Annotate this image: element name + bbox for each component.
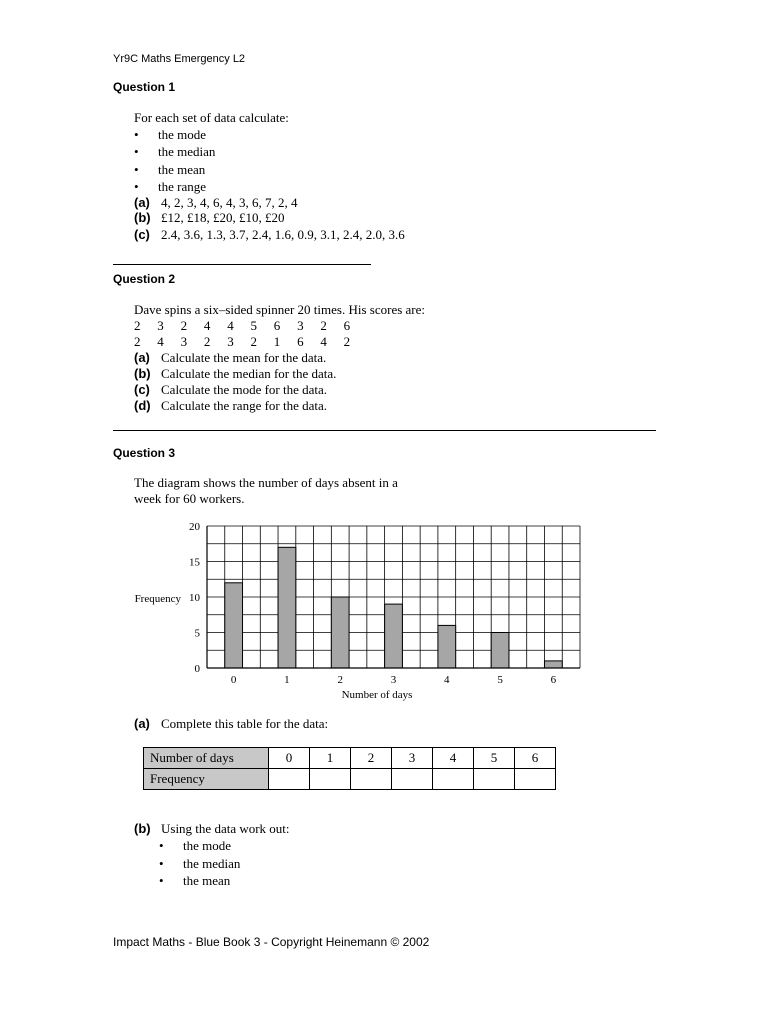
table-cell: 4 bbox=[433, 748, 474, 769]
q1-item-b: (b) £12, £18, £20, £10, £20 bbox=[134, 210, 285, 225]
x-tick-label: 0 bbox=[230, 674, 237, 686]
bar-1 bbox=[278, 547, 296, 668]
q2-item-a: (a) Calculate the mean for the data. bbox=[134, 350, 327, 365]
table-cell: 1 bbox=[310, 748, 351, 769]
q3-intro-line-1: The diagram shows the number of days absent in a bbox=[134, 475, 398, 490]
table-cell-empty bbox=[474, 769, 515, 790]
q2-item-c: (c) Calculate the mode for the data. bbox=[134, 382, 328, 397]
footer-copyright: Impact Maths - Blue Book 3 - Copyright Heinemann © 2002 bbox=[113, 935, 430, 949]
q1-bullet: • the median bbox=[134, 144, 216, 159]
table-cell-empty bbox=[351, 769, 392, 790]
q1-item-a: (a) 4, 2, 3, 4, 6, 4, 3, 6, 7, 2, 4 bbox=[134, 195, 298, 210]
q3-bullet: • the mode bbox=[159, 838, 232, 853]
document-header: Yr9C Maths Emergency L2 bbox=[113, 53, 246, 65]
bar-3 bbox=[385, 604, 403, 668]
x-tick-label: 1 bbox=[284, 674, 290, 686]
x-tick-label: 2 bbox=[337, 674, 343, 686]
q2-item-b: (b) Calculate the median for the data. bbox=[134, 366, 337, 381]
q2-scores-row-2: 2 4 3 2 3 2 1 6 4 2 bbox=[134, 334, 351, 349]
table-cell-empty bbox=[310, 769, 351, 790]
bar-2 bbox=[331, 597, 349, 668]
table-cell-empty bbox=[269, 769, 310, 790]
q2-intro: Dave spins a six–sided spinner 20 times. His scores are: bbox=[134, 302, 426, 317]
q1-bullet: • the mode bbox=[134, 127, 207, 142]
q2-scores-row-1: 2 3 2 4 4 5 6 3 2 6 bbox=[134, 318, 351, 333]
table-cell: 2 bbox=[351, 748, 392, 769]
table-cell: 3 bbox=[392, 748, 433, 769]
table-cell-empty bbox=[515, 769, 556, 790]
y-axis-label: Frequency bbox=[134, 593, 181, 605]
q3-bullet: • the mean bbox=[159, 873, 231, 888]
y-tick-label: 15 bbox=[189, 556, 200, 569]
q1-bullet: • the mean bbox=[134, 162, 206, 177]
q3-bullet: • the median bbox=[159, 856, 241, 871]
table-row-header: Frequency bbox=[144, 769, 269, 790]
q2-item-d: (d) Calculate the range for the data. bbox=[134, 398, 328, 413]
table-row bbox=[144, 769, 556, 790]
bar-5 bbox=[491, 633, 509, 669]
y-tick-label: 5 bbox=[194, 627, 200, 640]
q1-item-c: (c) 2.4, 3.6, 1.3, 3.7, 2.4, 1.6, 0.9, 3.1, 2.4, 2.0, 3.6 bbox=[134, 227, 405, 242]
table-cell-empty bbox=[433, 769, 474, 790]
bar-4 bbox=[438, 625, 456, 668]
question-1-title: Question 1 bbox=[113, 80, 176, 94]
x-tick-label: 5 bbox=[497, 674, 503, 686]
table-row bbox=[144, 748, 556, 769]
table-cell-empty bbox=[392, 769, 433, 790]
table-cell: 6 bbox=[515, 748, 556, 769]
frequency-table bbox=[143, 747, 556, 790]
q1-bullet: • the range bbox=[134, 179, 207, 194]
y-tick-label: 20 bbox=[189, 521, 200, 533]
q3-intro-line-2: week for 60 workers. bbox=[134, 491, 245, 506]
x-tick-label: 3 bbox=[390, 674, 397, 686]
bar-6 bbox=[544, 661, 562, 668]
y-tick-label: 0 bbox=[194, 663, 200, 675]
q3-part-b: (b) Using the data work out: bbox=[134, 821, 290, 836]
q3-part-a: (a) Complete this table for the data: bbox=[134, 716, 329, 731]
table-row-header: Number of days bbox=[144, 748, 269, 769]
table-cell: 5 bbox=[474, 748, 515, 769]
x-tick-label: 4 bbox=[444, 674, 450, 686]
x-tick-label: 6 bbox=[550, 674, 557, 686]
bar-0 bbox=[225, 583, 243, 668]
y-tick-label: 10 bbox=[189, 592, 200, 604]
q1-intro: For each set of data calculate: bbox=[134, 110, 289, 125]
question-3-title: Question 3 bbox=[113, 446, 176, 460]
table-cell: 0 bbox=[269, 748, 310, 769]
question-2-title: Question 2 bbox=[113, 272, 176, 286]
x-axis-label: Number of days bbox=[341, 689, 413, 701]
